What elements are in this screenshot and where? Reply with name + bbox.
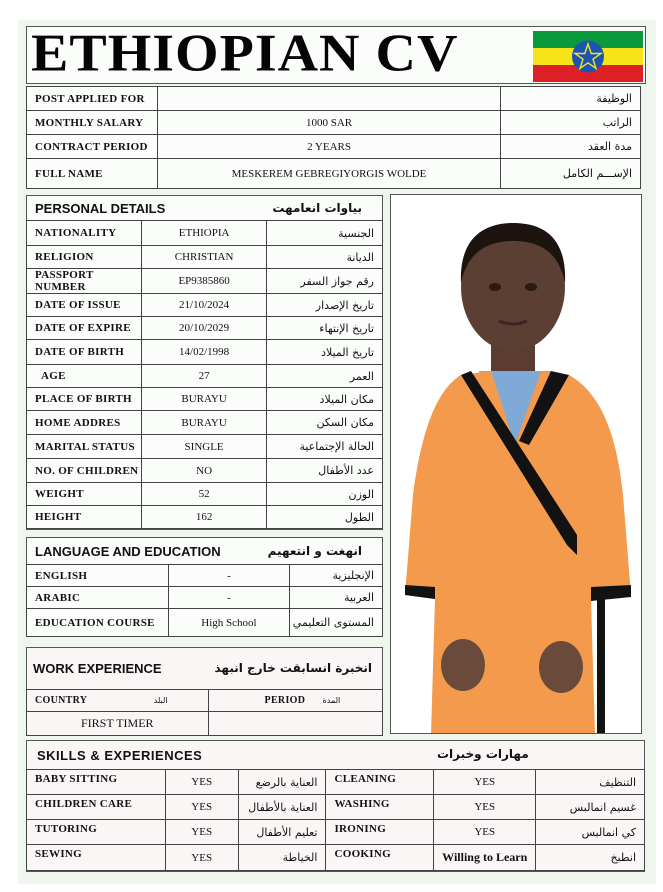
- nationality-arabic: الجنسية: [267, 221, 383, 246]
- baby-sitting-label: BABY SITTING: [27, 770, 166, 795]
- table-row: [27, 294, 383, 317]
- date-of-issue-arabic: تاريخ الإصدار: [267, 294, 383, 317]
- period-label: PERIOD: [264, 695, 306, 706]
- ironing-value: YES: [434, 820, 536, 845]
- uniform-trim: [597, 599, 605, 733]
- section-header: [27, 648, 382, 690]
- height-arabic: الطول: [267, 506, 383, 529]
- period-cell: [208, 690, 382, 712]
- cv-title: ETHIOPIAN CV: [31, 23, 459, 83]
- language-education-title-arabic: انهغت و انتعهيم: [267, 544, 362, 558]
- language-education-section: [26, 537, 383, 637]
- passport-number-value: EP9385860: [141, 269, 267, 294]
- children-care-label: CHILDREN CARE: [27, 795, 166, 820]
- work-experience-value: FIRST TIMER: [27, 712, 209, 736]
- ethiopia-flag-icon: [533, 31, 643, 82]
- age-value: 27: [141, 365, 267, 388]
- post-applied-label: POST APPLIED FOR: [27, 87, 158, 111]
- home-address-value: BURAYU: [141, 411, 267, 435]
- washing-label: WASHING: [326, 795, 434, 820]
- marital-status-value: SINGLE: [141, 435, 267, 459]
- weight-value: 52: [141, 483, 267, 506]
- table-row: [27, 712, 383, 736]
- country-label: COUNTRY: [35, 695, 88, 706]
- education-value: High School: [168, 609, 290, 637]
- arabic-label: ARABIC: [27, 587, 169, 609]
- children-value: NO: [141, 459, 267, 483]
- table-row: [27, 135, 641, 159]
- baby-sitting-arabic: العناية بالرضع: [238, 770, 326, 795]
- marital-status-label: MARITAL STATUS: [27, 435, 142, 459]
- table-row: [27, 506, 383, 529]
- country-arabic: البلد: [153, 696, 168, 705]
- table-row: [27, 435, 383, 459]
- personal-details-section: [26, 195, 383, 530]
- table-row: [27, 269, 383, 294]
- ironing-label: IRONING: [326, 820, 434, 845]
- home-address-label: HOME ADDRES: [27, 411, 142, 435]
- place-of-birth-arabic: مكان الميلاد: [267, 388, 383, 411]
- table-row: [27, 609, 383, 637]
- weight-label: WEIGHT: [27, 483, 142, 506]
- skills-table: [26, 769, 645, 871]
- religion-arabic: الديانة: [267, 246, 383, 269]
- date-of-issue-value: 21/10/2024: [141, 294, 267, 317]
- tutoring-label: TUTORING: [27, 820, 166, 845]
- cleaning-label: CLEANING: [326, 770, 434, 795]
- table-row: [27, 221, 383, 246]
- table-row: [27, 246, 383, 269]
- table-row: [27, 365, 383, 388]
- age-arabic: العمر: [267, 365, 383, 388]
- language-education-title: LANGUAGE AND EDUCATION: [35, 544, 221, 559]
- sewing-label: SEWING: [27, 845, 166, 871]
- nationality-label: NATIONALITY: [27, 221, 142, 246]
- section-header: [27, 196, 382, 221]
- section-header: [27, 741, 644, 770]
- weight-arabic: الوزن: [267, 483, 383, 506]
- place-of-birth-label: PLACE OF BIRTH: [27, 388, 142, 411]
- place-of-birth-value: BURAYU: [141, 388, 267, 411]
- uniform-trim: [591, 585, 631, 601]
- education-label: EDUCATION COURSE: [27, 609, 169, 637]
- work-experience-section: [26, 647, 383, 735]
- date-of-expire-arabic: تاريخ الإنتهاء: [267, 317, 383, 340]
- monthly-salary-value: 1000 SAR: [157, 111, 500, 135]
- work-table: [26, 689, 383, 736]
- table-row: [27, 388, 383, 411]
- monthly-salary-label: MONTHLY SALARY: [27, 111, 158, 135]
- religion-value: CHRISTIAN: [141, 246, 267, 269]
- tutoring-arabic: تعليم الأطفال: [238, 820, 326, 845]
- home-address-arabic: مكان السكن: [267, 411, 383, 435]
- table-row: [27, 690, 383, 712]
- height-value: 162: [141, 506, 267, 529]
- country-cell: [27, 690, 209, 712]
- cooking-arabic: انطبخ: [536, 845, 645, 871]
- passport-number-arabic: رقم جواز السفر: [267, 269, 383, 294]
- cleaning-arabic: التنظيف: [536, 770, 645, 795]
- period-arabic: المدة: [322, 696, 341, 705]
- skills-title: SKILLS & EXPERIENCES: [37, 748, 203, 763]
- table-row: [27, 411, 383, 435]
- post-applied-arabic: الوظيفة: [501, 87, 641, 111]
- skills-title-arabic: مهارات وخبرات: [437, 747, 529, 761]
- table-row: [27, 795, 645, 820]
- full-name-label: FULL NAME: [27, 159, 158, 189]
- table-row: [27, 587, 383, 609]
- personal-details-title-arabic: بياوات انعامهت: [272, 201, 362, 215]
- skills-section: [26, 740, 645, 872]
- candidate-photo: [390, 194, 642, 734]
- contract-period-arabic: مدة العقد: [501, 135, 641, 159]
- table-row: [27, 317, 383, 340]
- passport-number-label: PASSPORT NUMBER: [27, 269, 142, 294]
- sewing-value: YES: [165, 845, 238, 871]
- arabic-arabic: العربية: [290, 587, 383, 609]
- date-of-birth-label: DATE OF BIRTH: [27, 340, 142, 365]
- tutoring-value: YES: [165, 820, 238, 845]
- ironing-arabic: كي انمالبس: [536, 820, 645, 845]
- table-row: [27, 565, 383, 587]
- table-row: [27, 483, 383, 506]
- table-row: [27, 845, 645, 871]
- english-label: ENGLISH: [27, 565, 169, 587]
- table-row: [27, 770, 645, 795]
- height-label: HEIGHT: [27, 506, 142, 529]
- personal-details-title: PERSONAL DETAILS: [35, 201, 166, 216]
- section-header: [27, 538, 382, 565]
- contract-period-label: CONTRACT PERIOD: [27, 135, 158, 159]
- work-experience-title-arabic: انخبرة انسابقت خارج انبهذ: [214, 661, 372, 675]
- table-row: [27, 459, 383, 483]
- washing-value: YES: [434, 795, 536, 820]
- table-row: [27, 820, 645, 845]
- work-period-value: [208, 712, 382, 736]
- date-of-expire-value: 20/10/2029: [141, 317, 267, 340]
- table-row: [27, 340, 383, 365]
- nationality-value: ETHIOPIA: [141, 221, 267, 246]
- children-care-arabic: العناية بالأطفال: [238, 795, 326, 820]
- personal-details-table: [26, 220, 383, 529]
- date-of-birth-arabic: تاريخ الميلاد: [267, 340, 383, 365]
- table-row: [27, 111, 641, 135]
- work-experience-title: WORK EXPERIENCE: [33, 661, 162, 676]
- baby-sitting-value: YES: [165, 770, 238, 795]
- post-applied-value: [157, 87, 500, 111]
- cleaning-value: YES: [434, 770, 536, 795]
- english-value: -: [168, 565, 290, 587]
- religion-label: RELIGION: [27, 246, 142, 269]
- table-row: [27, 159, 641, 189]
- sewing-arabic: الخياطة: [238, 845, 326, 871]
- candidate-portrait: [391, 195, 641, 733]
- date-of-issue-label: DATE OF ISSUE: [27, 294, 142, 317]
- marital-status-arabic: الحالة الإجتماعية: [267, 435, 383, 459]
- cooking-label: COOKING: [326, 845, 434, 871]
- table-row: [27, 87, 641, 111]
- uniform-trim: [405, 585, 435, 599]
- monthly-salary-arabic: الراتب: [501, 111, 641, 135]
- language-table: [26, 564, 383, 637]
- children-care-value: YES: [165, 795, 238, 820]
- contract-period-value: 2 YEARS: [157, 135, 500, 159]
- date-of-birth-value: 14/02/1998: [141, 340, 267, 365]
- arabic-value: -: [168, 587, 290, 609]
- cooking-value: Willing to Learn: [434, 845, 536, 871]
- children-label: NO. OF CHILDREN: [27, 459, 142, 483]
- full-name-value: MESKEREM GEBREGIYORGIS WOLDE: [157, 159, 500, 189]
- full-name-arabic: الإســـم الكامل: [501, 159, 641, 189]
- children-arabic: عدد الأطفال: [267, 459, 383, 483]
- education-arabic: المستوى التعليمي: [290, 609, 383, 637]
- header-info-table: [26, 86, 641, 189]
- english-arabic: الإنجليزية: [290, 565, 383, 587]
- washing-arabic: غسيم انمالبس: [536, 795, 645, 820]
- age-label: AGE: [27, 365, 142, 388]
- date-of-expire-label: DATE OF EXPIRE: [27, 317, 142, 340]
